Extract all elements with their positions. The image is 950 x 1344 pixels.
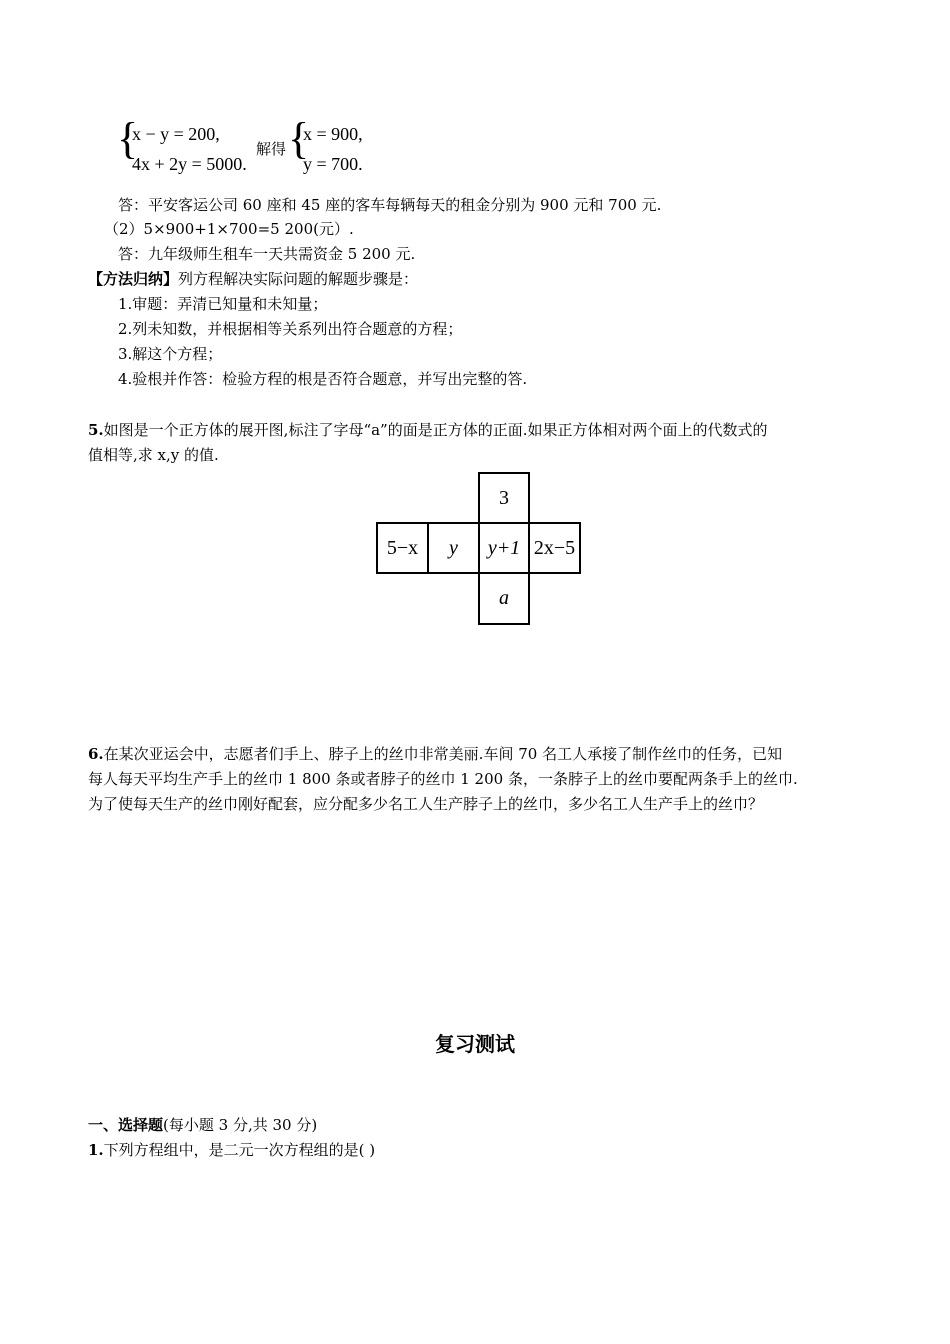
section-1-label: 一、选择题 <box>88 1116 164 1134</box>
answer-1: 答：平安客运公司 60 座和 45 座的客车每辆每天的租金分别为 900 元和 700 元. <box>118 196 662 214</box>
question-1-line <box>88 1140 375 1160</box>
answer-2: 答：九年级师生租车一天共需资金 5 200 元. <box>118 245 416 263</box>
net-face-second: y <box>427 522 480 574</box>
method-summary <box>88 269 418 289</box>
method-step: 4.验根并作答：检验方程的根是否符合题意，并写出完整的答. <box>118 370 528 388</box>
review-title: 复习测试 <box>435 1032 515 1056</box>
part-2-calculation: （2）5×900+1×700=5 200(元）. <box>104 220 354 238</box>
solution-1: x = 900, <box>303 124 363 144</box>
net-face-left-label: 5−x <box>386 536 419 559</box>
section-1-note: (每小题 3 分,共 30 分) <box>163 1116 318 1134</box>
question-5-line-1 <box>88 420 768 440</box>
question-5-text: 如图是一个正方体的展开图,标注了字母“a”的面是正方体的正面.如果正方体相对两个面上的代数式的 <box>103 421 768 439</box>
net-face-right: 2x−5 <box>528 522 581 574</box>
solve-label: 解得 <box>256 140 287 158</box>
method-label: 【方法归纳】 <box>88 270 179 288</box>
method-text: 列方程解决实际问题的解题步骤是： <box>178 270 419 288</box>
method-step: 1.审题：弄清已知量和未知量； <box>118 295 328 313</box>
question-6-line-3: 为了使每天生产的丝巾刚好配套，应分配多少名工人生产脖子上的丝巾，多少名工人生产手上的丝巾？ <box>88 795 764 813</box>
net-face-left <box>376 522 429 574</box>
left-brace: { <box>117 114 139 163</box>
method-step: 2.列未知数，并根据相等关系列出符合题意的方程； <box>118 320 463 338</box>
question-5-number: 5. <box>88 421 104 439</box>
question-6-number: 6. <box>88 745 104 763</box>
method-step: 3.解这个方程； <box>118 345 223 363</box>
net-face-center: y+1 <box>478 522 530 574</box>
net-face-top: 3 <box>478 472 530 524</box>
question-1-text: 下列方程组中，是二元一次方程组的是( ) <box>103 1141 376 1159</box>
section-1-heading <box>88 1115 317 1135</box>
question-1-number: 1. <box>88 1141 104 1159</box>
right-brace: { <box>288 114 310 163</box>
solution-2: y = 700. <box>303 154 363 174</box>
question-5-line-2: 值相等,求 x,y 的值. <box>88 446 219 464</box>
question-6-text: 在某次亚运会中，志愿者们手上、脖子上的丝巾非常美丽.车间 70 名工人承接了制作丝巾的任务，已知 <box>103 745 783 763</box>
net-face-bottom: a <box>478 572 530 625</box>
question-6-line-1 <box>88 744 782 764</box>
equation-2: 4x + 2y = 5000. <box>132 154 247 174</box>
equation-1: x − y = 200, <box>132 124 220 144</box>
question-6-line-2: 每人每天平均生产手上的丝巾 1 800 条或者脖子的丝巾 1 200 条，一条脖子上的丝巾要配两条手上的丝巾. <box>88 770 798 788</box>
